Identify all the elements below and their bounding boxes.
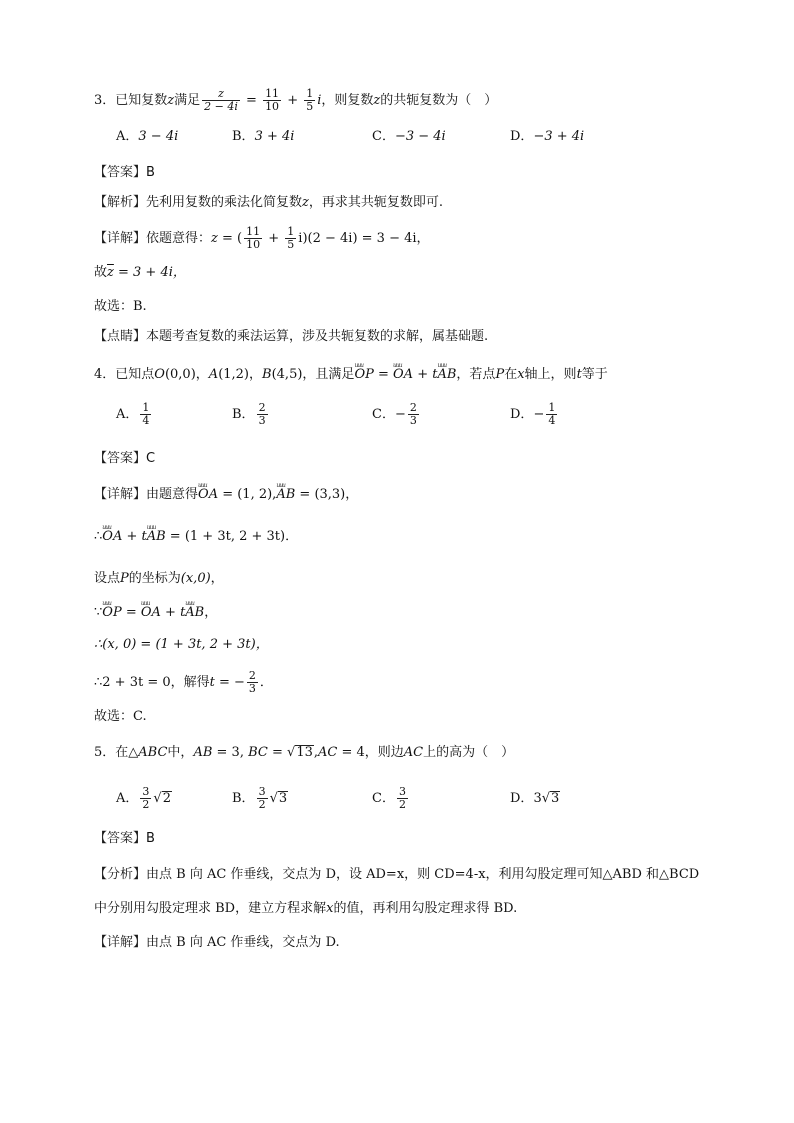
plus: + [413,367,433,382]
q3-analysis [94,194,443,212]
frac-num: 3 [142,785,150,798]
detail-text: i)(2 − 4i) = 3 − 4i， [298,231,430,246]
analysis-text: 由点 B 向 AC 作垂线，交点为 D，设 AD=x，则 CD=4-x，利用勾股定理可知△ABD 和△BCD [146,867,700,882]
comment-tag: 【点睛】 [94,329,147,344]
radicand: 13 [296,745,313,760]
text: 设点 [94,571,121,586]
q5-option-d: D．3√3 [510,791,560,806]
opt-label: D． [510,129,534,144]
coord: (4,5) [271,367,303,382]
q3-frac-a [263,88,281,113]
vector-op: uuu OP [102,604,121,622]
text: 由题意得 [146,487,199,502]
q3-answer [94,164,155,182]
eq: = [267,745,288,760]
detail-tag: 【详解】 [94,487,147,502]
seg: AC [403,745,424,760]
frac-den: 2 [398,798,406,811]
frac-num: 2 [258,401,266,414]
opt-frac [408,402,419,427]
text: + t [160,605,186,620]
text: = (1, 2), [218,487,277,502]
plus: + [264,231,284,246]
text: ，则边 [364,745,404,760]
text: = − [214,675,245,690]
q4-option-a [116,402,153,427]
answer-tag: 【答案】 [94,451,147,466]
choose-text: 故选：C. [94,709,147,724]
detail-text: = ( [217,231,243,246]
opt-label: D． [510,407,534,422]
seg: AC [318,745,338,760]
text: ． [259,675,273,690]
opt-label: C． [372,129,395,144]
opt-label: A． [116,407,139,422]
vector-ab: uuu AB [437,366,456,384]
q4-detail-2 [94,528,298,546]
q4-detail-3 [94,570,224,588]
q3-stem [94,88,497,113]
text: = 3 + 4i， [113,265,186,280]
vector-oa: uuu OA [198,486,218,504]
opt-frac [257,402,268,427]
var-z: z [302,195,309,210]
detail-text: 由点 B 向 AC 作垂线，交点为 D. [146,935,340,950]
vector-oa: uuu OA [141,604,161,622]
coord: (1,2) [218,367,250,382]
choose-text: 故选：B. [94,299,147,314]
radicand: 3 [551,791,560,806]
frac-den: 2 [258,798,266,811]
text: 中， [167,745,194,760]
opt-label: B． [232,791,255,806]
q3-option-a [116,128,178,146]
q3-text2: ，则复数 [321,93,374,108]
q3-var-z: z [167,93,175,108]
q5-option-b: B． $\frac{3}{2}$ √3 [232,785,288,811]
vector-op: uuu OP [354,366,373,384]
analysis-text: 先利用复数的乘法化简复数 [146,195,303,210]
text: = 4 [337,745,365,760]
q4-choose [94,708,147,726]
frac-num: 1 [548,401,556,414]
answer-value: C [146,451,156,466]
opt-value: −3 − 4i [394,129,446,144]
detail-text: 依题意得： [146,231,212,246]
imag-i: i [317,93,322,108]
q5-option-c [372,786,410,811]
point-p: P [120,571,129,586]
frac-den: 3 [409,414,417,427]
frac-den: 2 [142,798,150,811]
eq: = [373,367,394,382]
q3-tail: 的共轭复数为（ ） [380,93,498,108]
coef: 3 [533,791,542,806]
opt-label: D． [510,791,534,806]
analysis-tag: 【解析】 [94,195,147,210]
opt-frac [140,786,151,811]
text: ，若点 [456,367,496,382]
because: ∵ [94,605,103,620]
text: ， [204,605,218,620]
text: ∴2 + 3t = 0，解得 [94,675,210,690]
therefore: ∴ [94,529,103,544]
analysis-text2: ，再求其共轭复数即可. [308,195,444,210]
text: = 3, [212,745,249,760]
text: 故 [94,265,108,280]
q4-number: 4．已知点 [94,367,155,382]
opt-label: C． [372,791,395,806]
analysis-text: 的值，再利用勾股定理求得 BD. [333,901,518,916]
q5-analysis-2 [94,900,517,918]
plus: + [283,93,303,108]
q4-stem [94,366,608,384]
opt-frac [397,786,408,811]
frac-den: 4 [142,414,150,427]
opt-frac [546,402,557,427]
vector-oa: uuu OA [102,528,122,546]
answer-value: B [146,165,155,180]
point-b: B [262,367,272,382]
frac-num: 2 [409,401,417,414]
frac-den: 3 [258,414,266,427]
radicand: 2 [162,791,171,806]
text: ， [210,571,224,586]
eq: = [241,93,262,108]
q3-frac-b [304,88,315,113]
q4-option-d [510,402,559,427]
answer-tag: 【答案】 [94,165,147,180]
var-z: z [211,231,218,246]
frac-num: 2 [248,669,256,682]
text: + t [122,529,147,544]
detail-frac-a [244,226,262,251]
q3-conjugate [94,264,186,282]
text: 上的高为（ ） [423,745,515,760]
frac-den: 5 [306,100,314,113]
frac-den: 4 [548,414,556,427]
sep: ， [195,367,209,382]
opt-label: B． [232,129,255,144]
frac-den: 5 [287,238,295,251]
vector-oa: uuu OA [393,366,413,384]
q5-analysis-1 [94,866,699,884]
frac-num: 11 [246,225,261,238]
triangle: △ABC [128,745,168,760]
q5-stem: 5．在△ABC中，AB = 3, BC = √13,AC = 4，则边AC上的高为（ ） [94,745,515,760]
opt-label: B． [232,407,255,422]
opt-label: A． [116,791,139,806]
seg: AB [193,745,213,760]
opt-value: 3 − 4i [138,129,179,144]
point-a: A [208,367,219,382]
q4-detail-1 [94,486,358,504]
frac-num: 11 [265,87,280,100]
sign: − [533,407,545,422]
text: 在 [504,367,518,382]
q3-var-z2: z [373,93,381,108]
var-t: t [432,367,438,382]
q3-option-c [372,128,446,146]
q4-option-b [232,402,270,427]
q4-detail-6 [94,670,273,695]
frac-den: 10 [265,100,280,113]
opt-label: C． [372,407,395,422]
point-p: P [495,367,505,382]
detail-tag: 【详解】 [94,231,147,246]
var-t: t [209,675,215,690]
text: 轴上，则 [524,367,577,382]
frac-num: 1 [287,225,295,238]
q5-detail [94,934,340,952]
opt-value: −3 + 4i [533,129,585,144]
answer-tag: 【答案】 [94,831,147,846]
frac-num: 1 [306,87,314,100]
text: = (1 + 3t, 2 + 3t)． [165,529,299,544]
text: ，且满足 [302,367,355,382]
frac-den: 10 [246,238,261,251]
q4-option-c [372,402,421,427]
comment-text: 本题考查复数的乘法运算，涉及共轭复数的求解，属基础题. [146,329,489,344]
opt-value: 3 + 4i [254,129,295,144]
vector-ab: uuu AB [185,604,204,622]
frac [247,670,258,695]
detail-tag: 【详解】 [94,935,147,950]
frac-den: 3 [248,682,256,695]
sep: ， [249,367,263,382]
q3-option-d [510,128,584,146]
frac-num: 3 [258,785,266,798]
radicand: 3 [278,791,288,806]
text: ∴(x, 0) = (1 + 3t, 2 + 3t)， [94,637,269,652]
var-x: x [326,901,334,916]
q3-option-b [232,128,294,146]
opt-label: A． [116,129,139,144]
opt-frac [140,402,151,427]
frac-num: z [202,88,240,101]
var-t: t [576,367,582,382]
q3-number: 3．已知复数 [94,93,168,108]
coord: (x,0) [180,571,211,586]
opt-frac [257,786,268,811]
q5-number: 5．在 [94,745,129,760]
point-o: O [154,367,165,382]
q3-lhs-fraction [202,88,240,113]
vector-ab: uuu AB [147,528,166,546]
var-z-bar: $\overline{z}$ [107,265,114,280]
q4-answer [94,450,155,468]
text: , [313,745,318,760]
frac-num: 1 [142,401,150,414]
answer-value: B [146,831,155,846]
analysis-tag: 【分析】 [94,867,147,882]
frac-num: 3 [398,785,406,798]
var-x: x [517,367,525,382]
text: = (3,3)， [295,487,359,502]
q3-detail [94,226,430,251]
q4-detail-4 [94,604,217,622]
q3-comment [94,328,488,346]
coord: (0,0) [164,367,196,382]
eq: = [121,605,141,620]
q5-option-a: A． $\frac{3}{2}$ √2 [116,785,171,811]
q3-choose [94,298,147,316]
vector-ab: uuu AB [276,486,295,504]
text: 等于 [581,367,608,382]
seg: BC [248,745,268,760]
text: 的坐标为 [128,571,181,586]
q5-answer [94,830,155,848]
sign: − [394,407,406,422]
frac-den: 2 − 4i [204,100,238,113]
q4-detail-5 [94,636,269,654]
detail-frac-b [285,226,296,251]
q3-text: 满足 [174,93,201,108]
analysis-text: 中分别用勾股定理求 BD，建立方程求解 [94,901,327,916]
